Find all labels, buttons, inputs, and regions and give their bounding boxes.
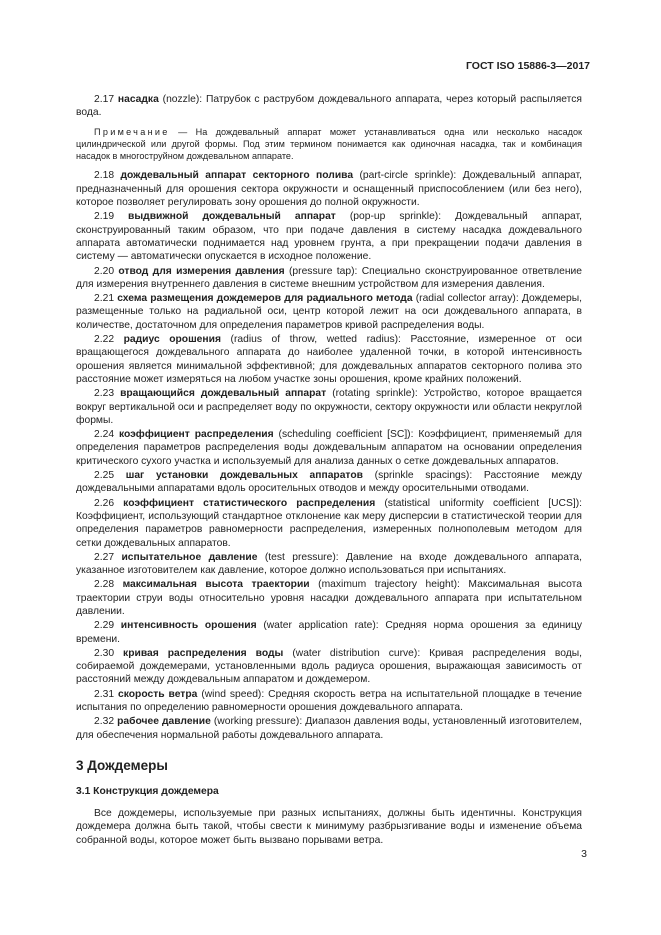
definition-term: кривая распределения воды <box>123 647 284 659</box>
definition-text: (radial collector array): Дождемеры, размещенные только на радиальной оси, центр которой лежит на оси дождевального аппарата, в количестве, достаточном для определения параметров кривой распределения воды. <box>76 293 582 331</box>
definition-term: испытательное давление <box>121 551 258 563</box>
definition-item <box>76 292 582 332</box>
definition-number: 2.23 <box>94 388 115 400</box>
definition-text: (pressure tap): Специально сконструированное ответвление для измерения внутреннего давления в системе внешним устройством для измерения давления. <box>76 265 582 290</box>
definition-term: шаг установки дождевальных аппаратов <box>125 470 363 482</box>
definition-term: максимальная высота траектории <box>122 579 310 591</box>
definition-text: (radius of throw, wetted radius): Расстояние, измеренное от оси вращающегося дождевального аппарата до наиболее удаленной точки, в которой интенсивность орошения является минимальной эффективной; для дождевальных аппаратов секторного полива это расстояние может измеряться на любом участке зоны орошения, кроме крайних положений. <box>76 334 582 385</box>
section-paragraph: Все дождемеры, используемые при разных испытаниях, должны быть идентичны. Конструкция дождемера должна быть такой, чтобы свести к минимуму разбрызгивание воды и изменение объема собранной воды, которое может быть вызвано порывами ветра. <box>76 807 582 846</box>
definition-text: (maximum trajectory height): Максимальная высота траектории струи воды относительно уровня насадки дождевального аппарата при испытательном давлении. <box>76 579 582 617</box>
definition-item <box>76 551 582 578</box>
definition-item <box>76 578 582 618</box>
note-label: Примечание <box>94 126 170 137</box>
definition-text: (statistical uniformity coefficient [UCS]): Коэффициент, использующий стандартное отклонение как меру дисперсии в статистической теории для определения параметров равномерности распределения, измеренных полнополевым методом для сетки дождевальных аппаратов. <box>76 497 582 549</box>
definition-number: 2.17 <box>94 94 115 105</box>
definition-number: 2.25 <box>94 470 115 482</box>
subsection-heading: 3.1 Конструкция дождемера <box>76 785 219 797</box>
definition-text: (nozzle): Патрубок с раструбом дождевального аппарата, через который распыляется вода. <box>76 94 582 119</box>
definition-item <box>76 497 582 550</box>
definition-number: 2.19 <box>94 211 115 223</box>
definitions-list <box>76 93 582 742</box>
definition-text: (water distribution curve): Кривая распределения воды, собираемой дождемерами, установленными вдоль радиуса орошения, выражающая зависимость от расстояний между дождевальным аппаратом и дождемером. <box>76 647 582 686</box>
definition-number: 2.21 <box>94 293 115 305</box>
definition-number: 2.18 <box>94 170 115 182</box>
definition-term: коэффициент распределения <box>118 429 274 441</box>
definition-number: 2.24 <box>94 429 115 441</box>
definition-text: (pop-up sprinkle): Дождевальный аппарат, сконструированный таким образом, что при подаче давления в систему насадка дождевального аппарата автоматически поднимается над уровнем грунта, а при прекращении подачи давления в систему — автоматически опускается в исходное положение. <box>76 211 582 263</box>
section-heading: 3 Дождемеры <box>76 757 168 773</box>
definition-number: 2.28 <box>94 579 115 591</box>
definition-item <box>76 688 582 715</box>
definition-item <box>76 169 582 209</box>
definition-item <box>76 647 582 687</box>
page-content <box>76 93 582 848</box>
definition-item <box>76 210 582 263</box>
note-paragraph <box>76 126 582 163</box>
definition-item <box>76 93 582 120</box>
note-text: — На дождевальный аппарат может устанавливаться одна или несколько насадок цилиндрической или другой формы. Под этим термином понимается как одиночная насадка, так и комбинация насадок в многоструйном дождевальном аппарате. <box>76 126 582 162</box>
definition-text: (sprinkle spacings): Расстояние между дождевальными аппаратами вдоль оросительных отводов и между оросительными отводами. <box>76 470 582 495</box>
definition-text: (part-circle sprinkle): Дождевальный аппарат, предназначенный для орошения сектора окружности и оснащенный приспособлением (или без него), которое позволяет регулировать зону орошения до полной окружности. <box>76 170 582 209</box>
definition-text: (scheduling coefficient [SC]): Коэффициент, применяемый для определения параметров распределения воды дождевальным аппаратом на основании определения критического сухого участка и используемый для анализа данных о сетке дождевальных аппаратов. <box>76 429 582 467</box>
page-number: 3 <box>581 848 587 860</box>
definition-number: 2.30 <box>94 647 115 659</box>
definition-term: насадка <box>117 94 159 105</box>
definition-term: дождевальный аппарат секторного полива <box>120 170 354 182</box>
definition-item <box>76 428 582 468</box>
definition-text: (test pressure): Давление на входе дождевального аппарата, указанное изготовителем как давление, которое должно использоваться при испытаниях. <box>76 551 582 577</box>
definition-text: (rotating sprinkle): Устройство, которое вращается вокруг вертикальной оси и распределяет воду по окружности, сектору окружности или области некруглой формы. <box>76 388 582 426</box>
definition-number: 2.20 <box>94 265 115 277</box>
definition-item <box>76 333 582 386</box>
definition-number: 2.27 <box>94 551 115 563</box>
definition-term: выдвижной дождевальный аппарат <box>128 211 336 223</box>
definition-term: коэффициент статистического распределения <box>123 497 376 509</box>
definition-term: радиус орошения <box>123 334 221 346</box>
definition-term: скорость ветра <box>118 688 198 700</box>
definition-number: 2.22 <box>94 334 115 346</box>
definition-number: 2.31 <box>94 688 115 700</box>
definition-term: вращающийся дождевальный аппарат <box>120 388 327 400</box>
definition-term: интенсивность орошения <box>120 620 257 632</box>
definition-item <box>76 715 582 742</box>
definition-number: 2.26 <box>94 497 115 509</box>
definition-text: (wind speed): Средняя скорость ветра на испытательной площадке в течение испытания по определению равномерности орошения дождевального аппарата. <box>76 688 582 714</box>
definition-item <box>76 619 582 646</box>
definition-term: схема размещения дождемеров для радиального метода <box>117 293 413 305</box>
document-header: ГОСТ ISO 15886-3—2017 <box>465 60 590 72</box>
definition-item <box>76 469 582 496</box>
definition-term: рабочее давление <box>117 716 211 728</box>
definition-number: 2.29 <box>94 620 115 632</box>
definition-item <box>76 387 582 427</box>
definition-item <box>76 265 582 292</box>
definition-number: 2.32 <box>94 716 115 728</box>
definition-text: (working pressure): Диапазон давления воды, установленный изготовителем, для обеспечения нормальной работы дождевального аппарата. <box>76 716 582 741</box>
definition-term: отвод для измерения давления <box>118 265 285 277</box>
definition-text: (water application rate): Средняя норма орошения за единицу времени. <box>76 620 582 645</box>
